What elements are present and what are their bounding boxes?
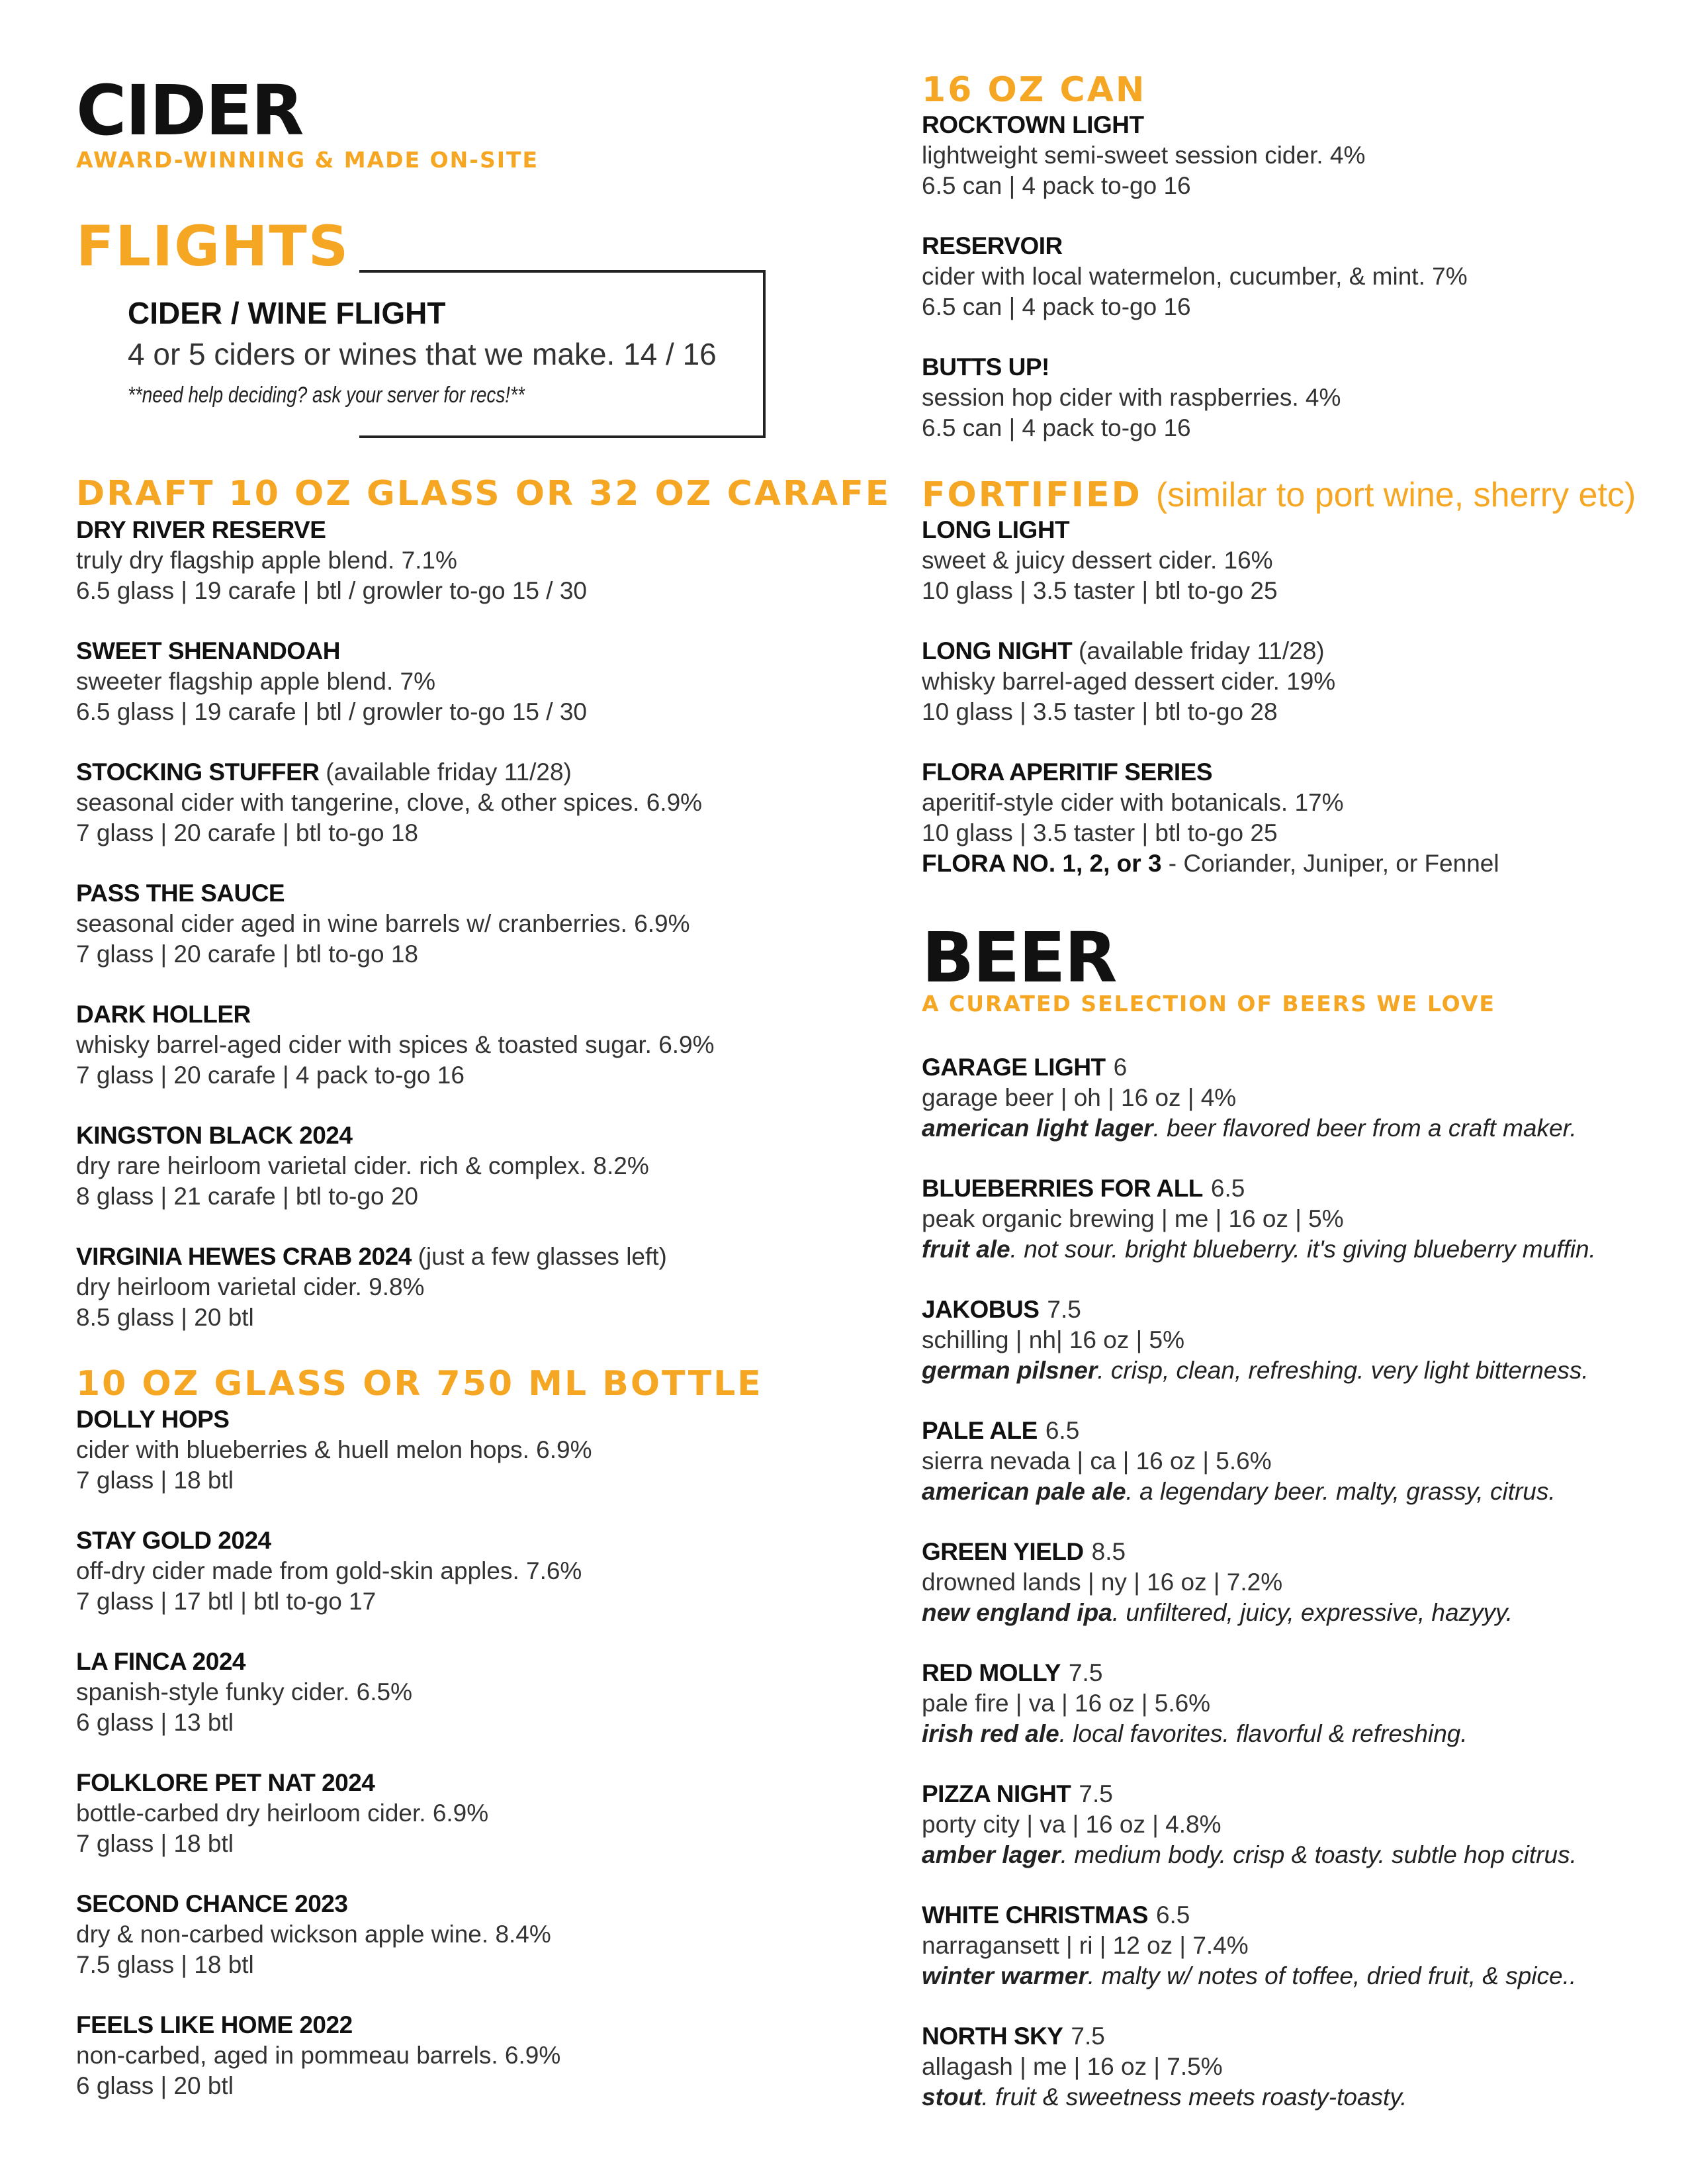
style-description: . malty w/ notes of toffee, dried fruit, & spice.. bbox=[1087, 1962, 1577, 1989]
flight-note: **need help deciding? ask your server for recs!** bbox=[128, 383, 525, 408]
item-price: 6.5 glass | 19 carafe | btl / growler to-go 15 / 30 bbox=[76, 577, 587, 604]
item-name: GREEN YIELD bbox=[922, 1538, 1084, 1565]
item-price: 7 glass | 17 btl | btl to-go 17 bbox=[76, 1588, 377, 1615]
item-price: 7 glass | 18 btl bbox=[76, 1830, 234, 1857]
menu-item bbox=[76, 1647, 791, 1768]
item-price: 8.5 glass | 20 btl bbox=[76, 1304, 254, 1331]
menu-item bbox=[76, 1889, 791, 2010]
style-name: fruit ale bbox=[922, 1236, 1010, 1263]
item-name: BLUEBERRIES FOR ALL bbox=[922, 1175, 1203, 1202]
menu-item bbox=[76, 1525, 791, 1647]
item-price: 7.5 bbox=[1068, 1659, 1103, 1686]
item-price: 10 glass | 3.5 taster | btl to-go 25 bbox=[922, 577, 1278, 604]
fortified-heading bbox=[922, 475, 1636, 515]
item-name: PALE ALE bbox=[922, 1417, 1038, 1444]
item-price: 6.5 bbox=[1210, 1175, 1245, 1202]
item-description: sweet & juicy dessert cider. 16% bbox=[922, 547, 1273, 574]
item-info: porty city | va | 16 oz | 4.8% bbox=[922, 1811, 1222, 1838]
item-description: dry heirloom varietal cider. 9.8% bbox=[76, 1273, 425, 1300]
bottle-list bbox=[76, 1404, 791, 2131]
fortified-title-note: (similar to port wine, sherry etc) bbox=[1155, 476, 1636, 514]
menu-item bbox=[922, 110, 1656, 231]
beer-item bbox=[922, 1295, 1656, 1416]
menu-item bbox=[922, 352, 1656, 473]
item-style bbox=[922, 1477, 1656, 1507]
item-description: whisky barrel-aged cider with spices & toasted sugar. 6.9% bbox=[76, 1031, 715, 1058]
beer-item bbox=[922, 1900, 1656, 2021]
item-name: ROCKTOWN LIGHT bbox=[922, 111, 1144, 138]
item-price: 7 glass | 20 carafe | 4 pack to-go 16 bbox=[76, 1062, 465, 1089]
flight-description: 4 or 5 ciders or wines that we make. 14 / 16 bbox=[128, 337, 717, 371]
item-name: STAY GOLD 2024 bbox=[76, 1527, 271, 1554]
item-price: 7.5 glass | 18 btl bbox=[76, 1951, 254, 1978]
menu-item bbox=[76, 1768, 791, 1889]
beer-list bbox=[922, 1052, 1656, 2142]
menu-item bbox=[76, 636, 791, 757]
fortified-list bbox=[922, 515, 1656, 878]
fortified-title: FORTIFIED bbox=[922, 475, 1142, 515]
style-name: american pale ale bbox=[922, 1478, 1126, 1505]
item-style bbox=[922, 1234, 1656, 1265]
item-price: 7 glass | 20 carafe | btl to-go 18 bbox=[76, 819, 418, 846]
beer-title: BEER bbox=[922, 917, 1116, 998]
beer-item bbox=[922, 1658, 1656, 1779]
style-name: stout bbox=[922, 2083, 982, 2111]
bottle-heading: 10 OZ GLASS OR 750 ML BOTTLE bbox=[76, 1364, 763, 1404]
item-info: drowned lands | ny | 16 oz | 7.2% bbox=[922, 1569, 1283, 1596]
style-description: . crisp, clean, refreshing. very light bitterness. bbox=[1097, 1357, 1589, 1384]
item-style bbox=[922, 1598, 1656, 1628]
item-price: 7.5 bbox=[1079, 1780, 1113, 1807]
item-name: JAKOBUS bbox=[922, 1296, 1040, 1323]
style-description: . fruit & sweetness meets roasty-toasty. bbox=[981, 2083, 1407, 2111]
item-price: 6.5 glass | 19 carafe | btl / growler to-go 15 / 30 bbox=[76, 698, 587, 725]
item-info: garage beer | oh | 16 oz | 4% bbox=[922, 1084, 1237, 1111]
menu-item bbox=[76, 999, 791, 1120]
item-description: whisky barrel-aged dessert cider. 19% bbox=[922, 668, 1336, 695]
menu-item bbox=[76, 515, 791, 636]
menu-item bbox=[76, 1120, 791, 1242]
item-price: 6.5 bbox=[1045, 1417, 1080, 1444]
extra-name: FLORA NO. 1, 2, or 3 bbox=[922, 850, 1162, 877]
item-style bbox=[922, 1961, 1656, 1991]
draft-heading: DRAFT 10 OZ GLASS OR 32 OZ CARAFE bbox=[76, 474, 891, 514]
menu-item bbox=[922, 231, 1656, 352]
item-name: NORTH SKY bbox=[922, 2023, 1063, 2050]
style-name: german pilsner bbox=[922, 1357, 1098, 1384]
beer-item bbox=[922, 1052, 1656, 1173]
item-name: SECOND CHANCE 2023 bbox=[76, 1890, 348, 1917]
item-name: DRY RIVER RESERVE bbox=[76, 516, 326, 543]
style-name: american light lager bbox=[922, 1115, 1153, 1142]
can-list bbox=[922, 110, 1656, 473]
beer-item bbox=[922, 1537, 1656, 1658]
extra-description: - Coriander, Juniper, or Fennel bbox=[1161, 850, 1499, 877]
item-price: 6.5 bbox=[1155, 1901, 1190, 1929]
style-name: new england ipa bbox=[922, 1599, 1112, 1626]
item-price: 6 bbox=[1113, 1054, 1128, 1081]
style-name: amber lager bbox=[922, 1841, 1061, 1868]
item-name: PASS THE SAUCE bbox=[76, 880, 285, 907]
style-description: . beer flavored beer from a craft maker. bbox=[1153, 1115, 1577, 1142]
item-description: non-carbed, aged in pommeau barrels. 6.9% bbox=[76, 2042, 561, 2069]
item-name: RED MOLLY bbox=[922, 1659, 1061, 1686]
style-name: irish red ale bbox=[922, 1720, 1059, 1747]
item-description: spanish-style funky cider. 6.5% bbox=[76, 1678, 412, 1706]
item-info: sierra nevada | ca | 16 oz | 5.6% bbox=[922, 1447, 1272, 1475]
item-description: lightweight semi-sweet session cider. 4% bbox=[922, 142, 1366, 169]
item-name: BUTTS UP! bbox=[922, 353, 1049, 381]
item-style bbox=[922, 1355, 1656, 1386]
item-name: RESERVOIR bbox=[922, 232, 1063, 259]
item-note: (available friday 11/28) bbox=[326, 758, 572, 786]
item-name: FOLKLORE PET NAT 2024 bbox=[76, 1769, 375, 1796]
menu-item bbox=[76, 878, 791, 999]
flight-name: CIDER / WINE FLIGHT bbox=[128, 296, 446, 330]
item-description: session hop cider with raspberries. 4% bbox=[922, 384, 1341, 411]
item-price: 6.5 can | 4 pack to-go 16 bbox=[922, 172, 1191, 199]
item-price: 10 glass | 3.5 taster | btl to-go 28 bbox=[922, 698, 1278, 725]
cider-subtitle: AWARD-WINNING & MADE ON-SITE bbox=[76, 147, 539, 173]
item-style bbox=[922, 1840, 1656, 1870]
item-price: 6.5 can | 4 pack to-go 16 bbox=[922, 293, 1191, 320]
item-description: seasonal cider aged in wine barrels w/ cranberries. 6.9% bbox=[76, 910, 690, 937]
style-description: . local favorites. flavorful & refreshing. bbox=[1059, 1720, 1468, 1747]
item-name: LA FINCA 2024 bbox=[76, 1648, 245, 1675]
item-info: narragansett | ri | 12 oz | 7.4% bbox=[922, 1932, 1249, 1959]
style-description: . medium body. crisp & toasty. subtle hop citrus. bbox=[1060, 1841, 1577, 1868]
cider-title: CIDER bbox=[76, 70, 303, 151]
item-style bbox=[922, 2082, 1656, 2113]
menu-item bbox=[76, 1404, 791, 1525]
beer-item bbox=[922, 2021, 1656, 2142]
menu-item bbox=[922, 757, 1656, 878]
item-name: KINGSTON BLACK 2024 bbox=[76, 1122, 353, 1149]
item-description: aperitif-style cider with botanicals. 17% bbox=[922, 789, 1344, 816]
item-name: GARAGE LIGHT bbox=[922, 1054, 1106, 1081]
beer-item bbox=[922, 1416, 1656, 1537]
item-name: DARK HOLLER bbox=[76, 1001, 251, 1028]
item-price: 7.5 bbox=[1071, 2023, 1105, 2050]
item-style bbox=[922, 1719, 1656, 1749]
beer-item bbox=[922, 1779, 1656, 1900]
item-description: off-dry cider made from gold-skin apples. 7.6% bbox=[76, 1557, 582, 1584]
style-name: winter warmer bbox=[922, 1962, 1088, 1989]
item-info: pale fire | va | 16 oz | 5.6% bbox=[922, 1690, 1211, 1717]
item-extra bbox=[922, 848, 1656, 879]
item-description: truly dry flagship apple blend. 7.1% bbox=[76, 547, 457, 574]
item-name: SWEET SHENANDOAH bbox=[76, 637, 341, 664]
item-name: VIRGINIA HEWES CRAB 2024 bbox=[76, 1243, 412, 1270]
item-name: FEELS LIKE HOME 2022 bbox=[76, 2011, 353, 2038]
draft-list bbox=[76, 515, 791, 1363]
menu-item bbox=[922, 636, 1656, 757]
flights-title: FLIGHTS bbox=[76, 214, 350, 279]
item-price: 10 glass | 3.5 taster | btl to-go 25 bbox=[922, 819, 1278, 846]
item-description: cider with local watermelon, cucumber, & mint. 7% bbox=[922, 263, 1468, 290]
item-description: dry rare heirloom varietal cider. rich & complex. 8.2% bbox=[76, 1152, 649, 1179]
item-name: LONG LIGHT bbox=[922, 516, 1070, 543]
style-description: . not sour. bright blueberry. it's giving blueberry muffin. bbox=[1010, 1236, 1596, 1263]
item-price: 7 glass | 18 btl bbox=[76, 1467, 234, 1494]
item-description: cider with blueberries & huell melon hops. 6.9% bbox=[76, 1436, 592, 1463]
menu-item bbox=[76, 757, 791, 878]
beer-item bbox=[922, 1173, 1656, 1295]
menu-item bbox=[76, 2010, 791, 2131]
item-price: 8 glass | 21 carafe | btl to-go 20 bbox=[76, 1183, 418, 1210]
item-name: PIZZA NIGHT bbox=[922, 1780, 1071, 1807]
item-price: 6 glass | 20 btl bbox=[76, 2072, 234, 2099]
item-price: 7.5 bbox=[1047, 1296, 1081, 1323]
item-style bbox=[922, 1113, 1656, 1144]
item-info: peak organic brewing | me | 16 oz | 5% bbox=[922, 1205, 1344, 1232]
item-price: 6 glass | 13 btl bbox=[76, 1709, 234, 1736]
item-info: allagash | me | 16 oz | 7.5% bbox=[922, 2053, 1223, 2080]
can-heading: 16 OZ CAN bbox=[922, 70, 1147, 110]
item-note: (just a few glasses left) bbox=[418, 1243, 667, 1270]
item-note: (available friday 11/28) bbox=[1079, 637, 1325, 664]
item-name: DOLLY HOPS bbox=[76, 1406, 230, 1433]
item-name: STOCKING STUFFER bbox=[76, 758, 320, 786]
item-description: dry & non-carbed wickson apple wine. 8.4% bbox=[76, 1921, 551, 1948]
item-info: schilling | nh| 16 oz | 5% bbox=[922, 1326, 1184, 1353]
flight-box bbox=[76, 270, 764, 435]
item-price: 7 glass | 20 carafe | btl to-go 18 bbox=[76, 940, 418, 968]
item-name: LONG NIGHT bbox=[922, 637, 1073, 664]
item-description: sweeter flagship apple blend. 7% bbox=[76, 668, 436, 695]
item-price: 8.5 bbox=[1091, 1538, 1126, 1565]
item-name: FLORA APERITIF SERIES bbox=[922, 758, 1213, 786]
menu-item bbox=[922, 515, 1656, 636]
item-name: WHITE CHRISTMAS bbox=[922, 1901, 1148, 1929]
item-price: 6.5 can | 4 pack to-go 16 bbox=[922, 414, 1191, 441]
menu-item bbox=[76, 1242, 791, 1363]
item-description: bottle-carbed dry heirloom cider. 6.9% bbox=[76, 1799, 489, 1827]
beer-subtitle: A CURATED SELECTION OF BEERS WE LOVE bbox=[922, 991, 1495, 1017]
style-description: . unfiltered, juicy, expressive, hazyyy. bbox=[1112, 1599, 1513, 1626]
style-description: . a legendary beer. malty, grassy, citrus. bbox=[1126, 1478, 1556, 1505]
item-description: seasonal cider with tangerine, clove, & other spices. 6.9% bbox=[76, 789, 703, 816]
